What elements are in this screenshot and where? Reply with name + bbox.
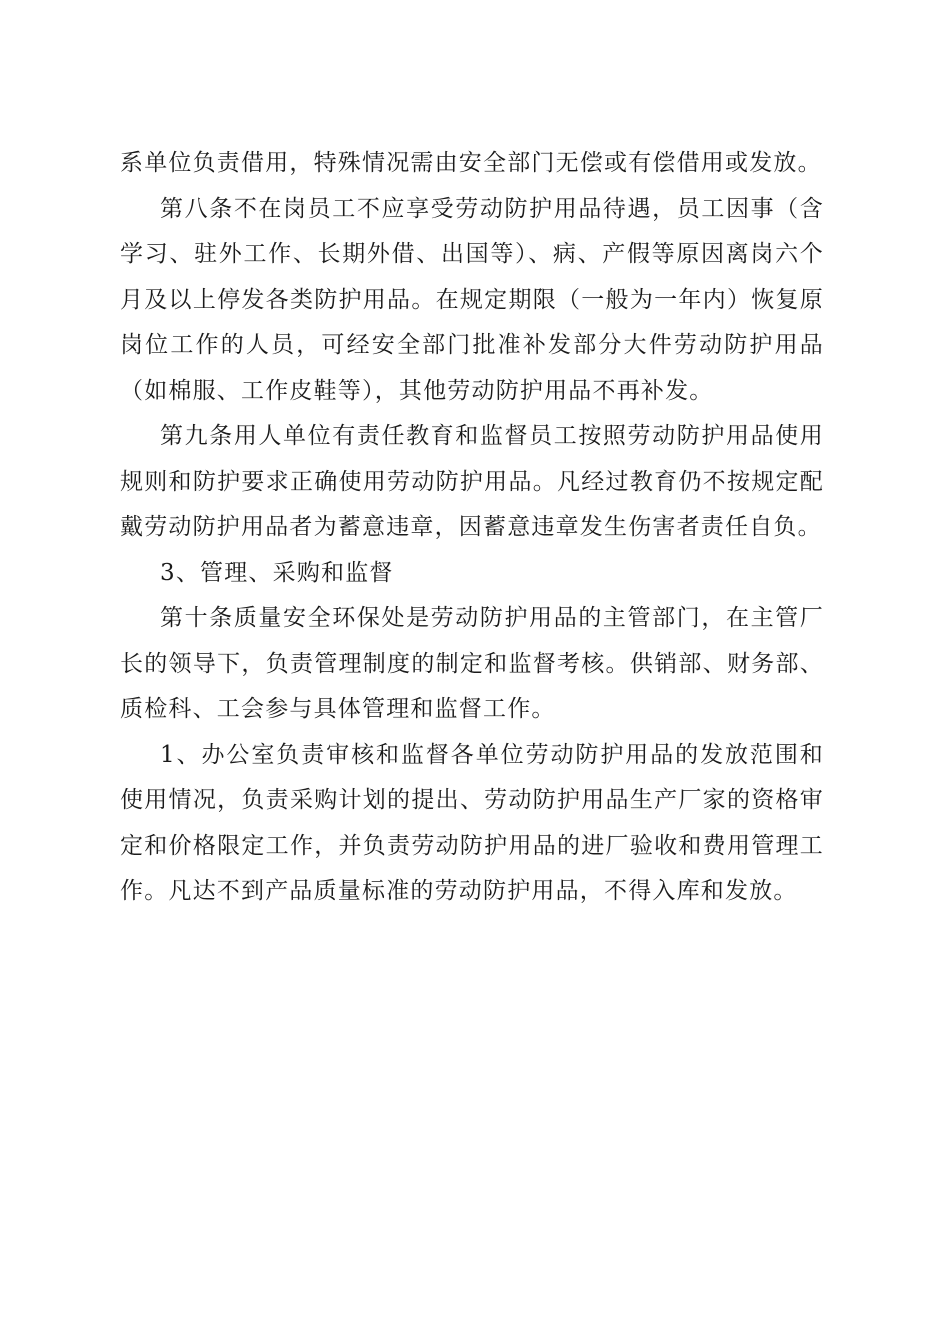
paragraph-item-1: 1、办公室负责审核和监督各单位劳动防护用品的发放范围和使用情况，负责采购计划的提出、劳动防护用品生产厂家的资格审定和价格限定工作，并负责劳动防护用品的进厂验收和费用管理工作。凡达不到产品质量标准的劳动防护用品，不得入库和发放。: [120, 741, 824, 904]
document-body: [120, 141, 824, 915]
paragraph-article-9: 第九条用人单位有责任教育和监督员工按照劳动防护用品使用规则和防护要求正确使用劳动防护用品。凡经过教育仍不按规定配戴劳动防护用品者为蓄意违章，因蓄意违章发生伤害者责任自负。: [120, 423, 824, 540]
paragraph-article-10: 第十条质量安全环保处是劳动防护用品的主管部门，在主管厂长的领导下，负责管理制度的制定和监督考核。供销部、财务部、质检科、工会参与具体管理和监督工作。: [120, 605, 824, 722]
paragraph-article-8: 第八条不在岗员工不应享受劳动防护用品待遇，员工因事（含学习、驻外工作、长期外借、出国等）、病、产假等原因离岗六个月及以上停发各类防护用品。在规定期限（一般为一年内）恢复原岗位工作的人员，可经安全部门批准补发部分大件劳动防护用品（如棉服、工作皮鞋等），其他劳动防护用品不再补发。: [120, 195, 824, 404]
section-heading: 3、管理、采购和监督: [160, 559, 394, 586]
paragraph-continuation: 系单位负责借用，特殊情况需由安全部门无偿或有偿借用或发放。: [120, 150, 822, 176]
